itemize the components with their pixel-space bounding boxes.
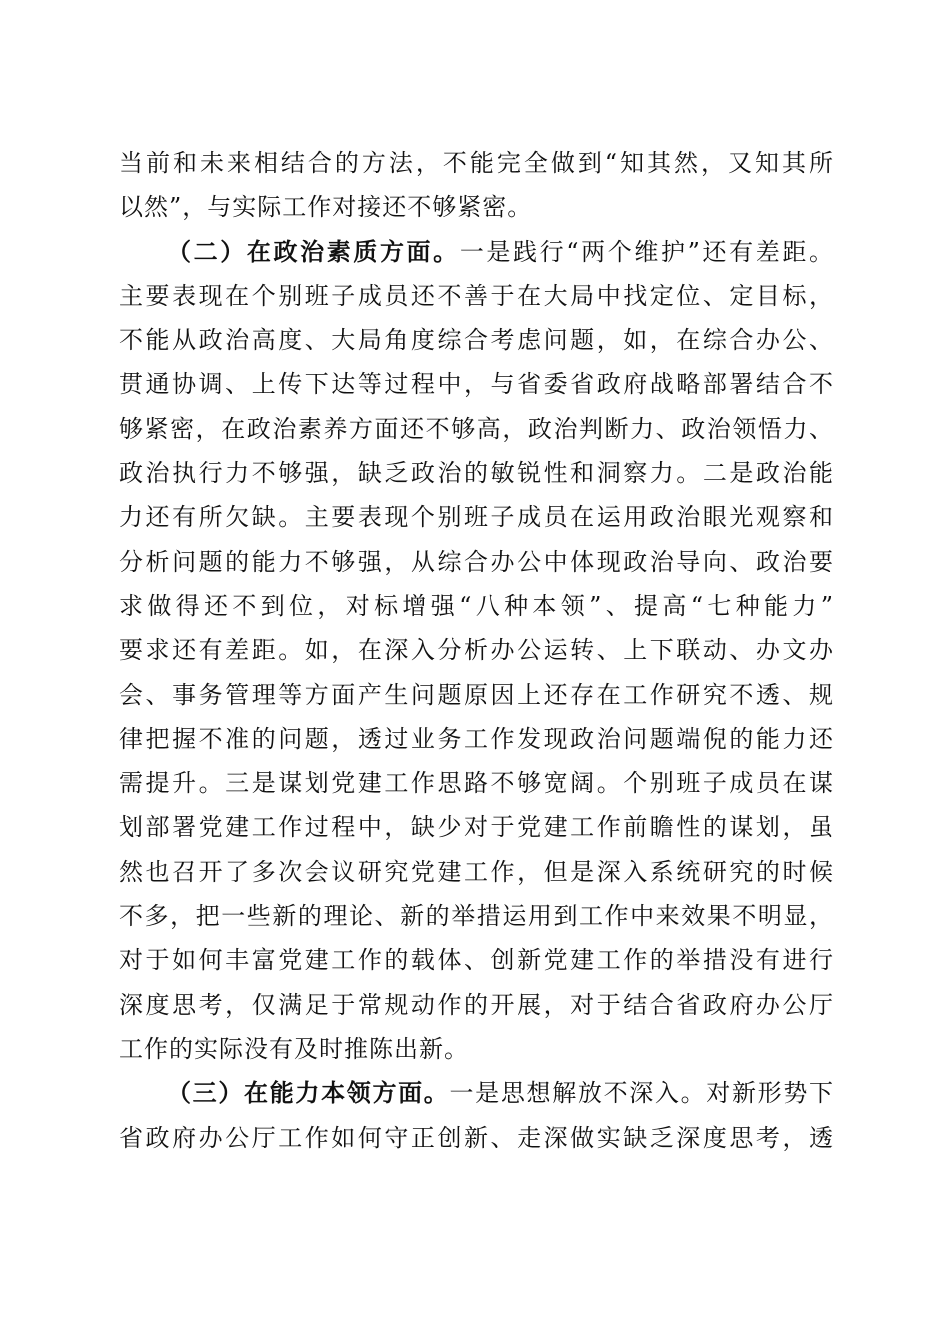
text-line: 求做得还不到位，对标增强“八种本领”、提高“七种能力” (119, 591, 834, 620)
text-line: 省政府办公厅工作如何守正创新、走深做实缺乏深度思考，透 (119, 1123, 834, 1152)
text-line: 以然”，与实际工作对接还不够紧密。 (119, 193, 533, 222)
text-line: 够紧密，在政治素养方面还不够高，政治判断力、政治领悟力、 (119, 414, 834, 443)
text-line: 分析问题的能力不够强，从综合办公中体现政治导向、政治要 (119, 547, 834, 576)
section-heading-ability: （三）在能力本领方面。 (167, 1079, 450, 1108)
text-line: 对于如何丰富党建工作的载体、创新党建工作的举措没有进行 (119, 946, 834, 975)
text-line: 然也召开了多次会议研究党建工作，但是深入系统研究的时候 (119, 857, 834, 886)
text-line: 力还有所欠缺。主要表现个别班子成员在运用政治眼光观察和 (119, 503, 834, 532)
paragraph-first-line (119, 230, 834, 274)
text-line: 深度思考，仅满足于常规动作的开展，对于结合省政府办公厅 (119, 990, 834, 1019)
text-line: 需提升。三是谋划党建工作思路不够宽阔。个别班子成员在谋 (119, 769, 834, 798)
text-line: 工作的实际没有及时推陈出新。 (119, 1034, 469, 1063)
text-line: 律把握不准的问题，透过业务工作发现政治问题端倪的能力还 (119, 724, 834, 753)
text-line: 贯通协调、上传下达等过程中，与省委省政府战略部署结合不 (119, 370, 834, 399)
text-line: 划部署党建工作过程中，缺少对于党建工作前瞻性的谋划，虽 (119, 813, 834, 842)
paragraph-text: 一是践行“两个维护”还有差距。 (459, 237, 835, 266)
text-line: 要求还有差距。如，在深入分析办公运转、上下联动、办文办 (119, 636, 834, 665)
text-line: 当前和未来相结合的方法，不能完全做到“知其然，又知其所 (119, 149, 834, 177)
section-heading-political: （二）在政治素质方面。 (167, 237, 460, 266)
text-line: 不多，把一些新的理论、新的举措运用到工作中来效果不明显， (119, 902, 834, 931)
text-line: 会、事务管理等方面产生问题原因上还存在工作研究不透、规 (119, 680, 834, 709)
text-line: 不能从政治高度、大局角度综合考虑问题，如，在综合办公、 (119, 326, 834, 355)
paragraph-text: 一是思想解放不深入。对新形势下 (449, 1079, 835, 1108)
text-line: 政治执行力不够强，缺乏政治的敏锐性和洞察力。二是政治能 (119, 459, 834, 488)
document-body (119, 141, 834, 1160)
text-line: 主要表现在个别班子成员还不善于在大局中找定位、定目标， (119, 281, 834, 310)
paragraph-first-line (119, 1071, 834, 1115)
